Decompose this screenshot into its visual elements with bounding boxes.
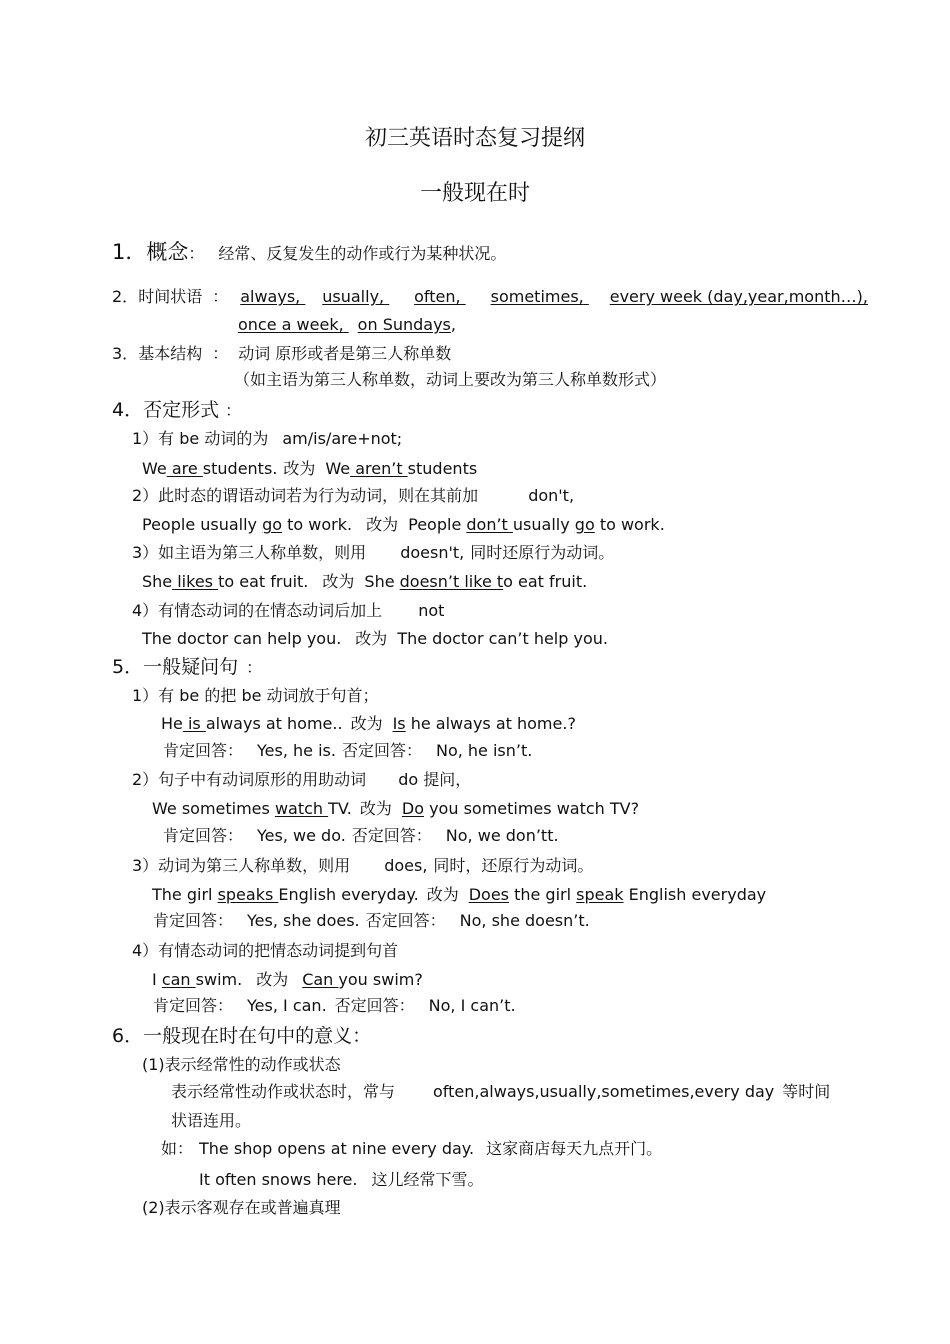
answer-line-3 [153, 910, 590, 932]
example-word: I [152, 970, 162, 989]
positive-answer-label: 肯定回答： [163, 826, 244, 845]
answer-line-1 [163, 740, 532, 762]
negative-rule-1 [132, 428, 402, 450]
rule-text: 同时还原行为动词。 [470, 543, 615, 562]
example-word: the girl [509, 885, 577, 904]
adverb-list: often,always,usually,sometimes,every day [433, 1082, 775, 1101]
negative-example-1 [142, 458, 477, 480]
underlined-verb: go [262, 515, 283, 534]
example-word: He [161, 714, 183, 733]
meaning-example-2 [199, 1169, 484, 1191]
adverb-every-week: every week (day,year,month…), [609, 287, 868, 306]
example-word: students [407, 459, 478, 478]
positive-answer-label: 肯定回答： [153, 911, 234, 930]
meaning-point-1-text-2: 状语连用。 [171, 1111, 252, 1130]
negative-example-4 [142, 628, 608, 650]
underlined-verb: Does [468, 885, 509, 904]
question-example-3 [152, 884, 766, 906]
example-word: We [142, 459, 167, 478]
concept-text: 经常、反复发生的动作或行为某种状况。 [218, 244, 507, 263]
structure-line [112, 343, 451, 365]
example-word: you swim? [338, 970, 423, 989]
adverb-usually: usually, [322, 287, 385, 306]
rule-formula: does, [384, 856, 428, 875]
adverb-often: often, [414, 287, 461, 306]
rule-text: 3）动词为第三人称单数，则用 [132, 856, 351, 875]
example-word: She [364, 572, 400, 591]
underlined-verb: Is [392, 714, 406, 733]
question-rule-2 [132, 769, 471, 791]
positive-answer: Yes, I can. [247, 996, 327, 1015]
meaning-point-1-text [171, 1081, 830, 1103]
colon: ： [212, 287, 229, 306]
positive-answer-label: 肯定回答： [153, 996, 234, 1015]
section-heading: 基本结构 [138, 344, 203, 363]
meaning-point-1: (1)表示经常性的动作或状态 [142, 1055, 341, 1074]
example-word: always at home.? [435, 714, 576, 733]
rule-formula: do 提问， [398, 770, 472, 789]
example-word: you sometimes watch TV? [424, 799, 640, 818]
question-rule-1: 1）有 be 的把 be 动词放于句首； [132, 686, 379, 705]
example-word: We [325, 459, 351, 478]
underlined-verb: go [574, 515, 595, 534]
section-number: 2． [112, 287, 139, 306]
time-adverbial-line [112, 286, 868, 308]
rule-formula: not [418, 601, 445, 620]
example-word: he [405, 714, 436, 733]
underlined-verb: watch [274, 799, 329, 818]
underlined-verb: doesn’t like t [399, 572, 504, 591]
colon: ： [246, 658, 263, 677]
structure-note: （如主语为第三人称单数，动词上要改为第三人称单数形式） [234, 370, 667, 389]
time-adverbial-line-2 [238, 314, 456, 336]
negative-rule-2 [132, 485, 574, 507]
question-rule-4: 4）有情态动词的把情态动词提到句首 [132, 941, 399, 960]
negative-example-3 [142, 571, 587, 593]
adverb-always: always, [240, 287, 301, 306]
section-title: 一般现在时 [419, 181, 530, 206]
change-to-label: 改为 [366, 515, 399, 534]
negative-answer-label: 否定回答： [351, 826, 432, 845]
example-label: 如： [161, 1139, 194, 1158]
change-to-label: 改为 [355, 629, 388, 648]
example-word: The doctor can help you. [142, 629, 342, 648]
colon: ： [188, 244, 205, 263]
question-example-4 [152, 969, 423, 991]
underlined-verb: can [161, 970, 196, 989]
example-word: always at home.. [205, 714, 343, 733]
answer-line-2 [163, 825, 559, 847]
example-word: o eat fruit. [503, 572, 588, 591]
underlined-verb: aren’t [350, 459, 408, 478]
example-word: The doctor can’t help you. [397, 629, 608, 648]
answer-line-4 [153, 995, 516, 1017]
negative-answer-label: 否定回答： [334, 996, 415, 1015]
rule-text: 同时，还原行为动词。 [433, 856, 594, 875]
page-title: 初三英语时态复习提纲 [364, 126, 585, 151]
example-word: to work. [282, 515, 353, 534]
example-word: usually [512, 515, 575, 534]
rule-formula: doesn't, [400, 543, 465, 562]
example-sentence: The shop opens at nine every day. [199, 1139, 475, 1158]
change-to-label: 改为 [283, 459, 316, 478]
meaning-point-2: (2)表示客观存在或普遍真理 [142, 1198, 341, 1217]
section-heading: 一般现在时在句中的意义： [143, 1025, 372, 1047]
underlined-verb: don’t [466, 515, 513, 534]
example-translation: 这家商店每天九点开门。 [486, 1139, 663, 1158]
section-number: 5． [112, 656, 144, 678]
negative-answer: No, she doesn’t. [459, 911, 590, 930]
underlined-verb: likes [172, 572, 219, 591]
negative-rule-3 [132, 542, 614, 564]
change-to-label: 改为 [359, 799, 392, 818]
example-word: TV. [328, 799, 352, 818]
section-number: 6． [112, 1025, 144, 1047]
rule-text: 1）有 be 动词的为 [132, 429, 269, 448]
rule-text: 3）如主语为第三人称单数，则用 [132, 543, 367, 562]
underlined-verb: are [166, 459, 203, 478]
meaning-example-1 [161, 1138, 662, 1160]
change-to-label: 改为 [426, 885, 459, 904]
adverb-sometimes: sometimes, [490, 287, 584, 306]
adverb-once-a-week: once a week, [238, 315, 344, 334]
adverb-on-sundays: on Sundays [357, 315, 451, 334]
section-heading: 否定形式 [143, 399, 220, 421]
example-word: We sometimes [152, 799, 275, 818]
rule-text: 2）此时态的谓语动词若为行为动词，则在其前加 [132, 486, 479, 505]
negative-answer-label: 否定回答： [365, 911, 446, 930]
rule-formula: am/is/are+not; [282, 429, 403, 448]
example-word: English everyday [623, 885, 767, 904]
section-number: 1． [112, 240, 147, 264]
example-word: students. [202, 459, 278, 478]
negative-answer: No, he isn’t. [435, 741, 533, 760]
underlined-verb: Do [401, 799, 424, 818]
example-word: to eat fruit. [218, 572, 309, 591]
change-to-label: 改为 [322, 572, 355, 591]
meaning-heading-line [112, 1025, 371, 1048]
concept-line [112, 241, 506, 265]
change-to-label: 改为 [256, 970, 289, 989]
positive-answer: Yes, we do. [257, 826, 346, 845]
negative-heading-line [112, 399, 241, 422]
section-number: 3． [112, 344, 139, 363]
negative-example-2 [142, 514, 665, 536]
positive-answer-label: 肯定回答： [163, 741, 244, 760]
example-sentence: It often snows here. [199, 1170, 358, 1189]
underlined-verb: is [182, 714, 206, 733]
example-word: to work. [594, 515, 665, 534]
underlined-verb: speak [576, 885, 624, 904]
section-heading: 一般疑问句 [143, 656, 239, 678]
rule-text: 4）有情态动词的在情态动词后加上 [132, 601, 383, 620]
change-to-label: 改为 [350, 714, 383, 733]
rule-text: 2）句子中有动词原形的用助动词 [132, 770, 367, 789]
example-word: swim. [195, 970, 243, 989]
example-word: English everyday. [278, 885, 419, 904]
example-word: The girl [152, 885, 218, 904]
question-example-1 [161, 713, 576, 735]
section-number: 4． [112, 399, 144, 421]
colon: ： [225, 401, 242, 420]
underlined-verb: speaks [217, 885, 279, 904]
negative-answer: No, I can’t. [428, 996, 516, 1015]
section-heading: 时间状语 [138, 287, 203, 306]
comma: , [450, 315, 456, 334]
example-word: People usually [142, 515, 263, 534]
negative-answer-label: 否定回答： [341, 741, 422, 760]
example-word: People [408, 515, 467, 534]
underlined-verb: Can [302, 970, 339, 989]
rule-text: 表示经常性动作或状态时，常与 [171, 1082, 396, 1101]
section-heading: 概念 [146, 240, 189, 264]
structure-text: 动词 原形或者是第三人称单数 [238, 344, 452, 363]
negative-rule-4 [132, 600, 444, 622]
question-rule-3 [132, 855, 593, 877]
negative-answer: No, we don’tt. [445, 826, 559, 845]
question-example-2 [152, 798, 639, 820]
rule-text: 等时间 [782, 1082, 831, 1101]
question-heading-line [112, 656, 262, 679]
positive-answer: Yes, she does. [247, 911, 360, 930]
example-translation: 这儿经常下雪。 [371, 1170, 484, 1189]
rule-formula: don't, [528, 486, 575, 505]
positive-answer: Yes, he is. [257, 741, 336, 760]
example-word: She [142, 572, 173, 591]
colon: ： [212, 344, 229, 363]
